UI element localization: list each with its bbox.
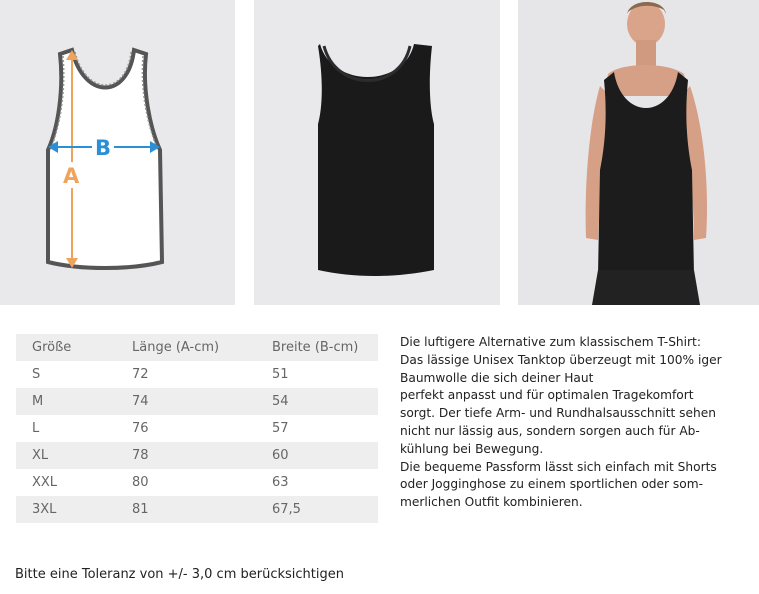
tolerance-note: Bitte eine Toleranz von +/- 3,0 cm berücksichtigen [15, 567, 344, 582]
description-line: Die bequeme Passform lässt sich einfach mit Shorts [400, 459, 717, 474]
width-cell: 67,5 [272, 502, 301, 517]
size-cell: 3XL [32, 502, 57, 517]
description-line: sorgt. Der tiefe Arm- und Rundhalsausschnitt sehen [400, 406, 716, 421]
size-table [16, 334, 378, 523]
black-tank-top-image [254, 0, 500, 305]
product-description [400, 334, 740, 512]
length-cell: 81 [132, 502, 149, 517]
table-row [16, 496, 378, 523]
length-cell: 76 [132, 421, 149, 436]
product-image-panel [254, 0, 500, 305]
header-length: Länge (A-cm) [132, 340, 220, 355]
size-table-header [16, 334, 378, 361]
size-cell: S [32, 367, 41, 382]
size-cell: L [32, 421, 40, 436]
width-cell: 54 [272, 394, 289, 409]
description-line: nicht nur lässig aus, sondern sorgen auch für Ab- [400, 423, 700, 438]
header-width: Breite (B-cm) [272, 340, 359, 355]
width-cell: 63 [272, 475, 289, 490]
tank-top-size-diagram [0, 0, 235, 305]
description-line: kühlung bei Bewegung. [400, 441, 544, 456]
description-line: Baumwolle die sich deiner Haut [400, 370, 594, 385]
model-shorts [592, 270, 700, 305]
table-row [16, 415, 378, 442]
label-b: B [95, 136, 112, 160]
model-photo-panel [518, 0, 759, 305]
length-cell: 80 [132, 475, 149, 490]
header-size: Größe [32, 340, 72, 355]
table-row [16, 469, 378, 496]
table-row [16, 442, 378, 469]
description-line: merlichen Outfit kombinieren. [400, 495, 583, 510]
model-tank-top [598, 72, 694, 280]
label-a: A [63, 164, 80, 188]
width-cell: 57 [272, 421, 289, 436]
description-line: Das lässige Unisex Tanktop überzeugt mit 100% iger [400, 352, 722, 367]
size-cell: XXL [32, 475, 58, 490]
description-line: Die luftigere Alternative zum klassischem T-Shirt: [400, 335, 701, 349]
table-row [16, 388, 378, 415]
length-cell: 78 [132, 448, 149, 463]
length-cell: 74 [132, 394, 149, 409]
table-row [16, 361, 378, 388]
length-cell: 72 [132, 367, 149, 382]
size-diagram-panel [0, 0, 235, 305]
size-cell: M [32, 394, 44, 409]
description-line: perfekt anpasst und für optimalen Tragekomfort [400, 388, 694, 403]
model-photo [518, 0, 759, 305]
description-line: oder Jogginghose zu einem sportlichen oder som- [400, 477, 703, 492]
size-cell: XL [32, 448, 49, 463]
width-cell: 51 [272, 367, 289, 382]
width-cell: 60 [272, 448, 289, 463]
